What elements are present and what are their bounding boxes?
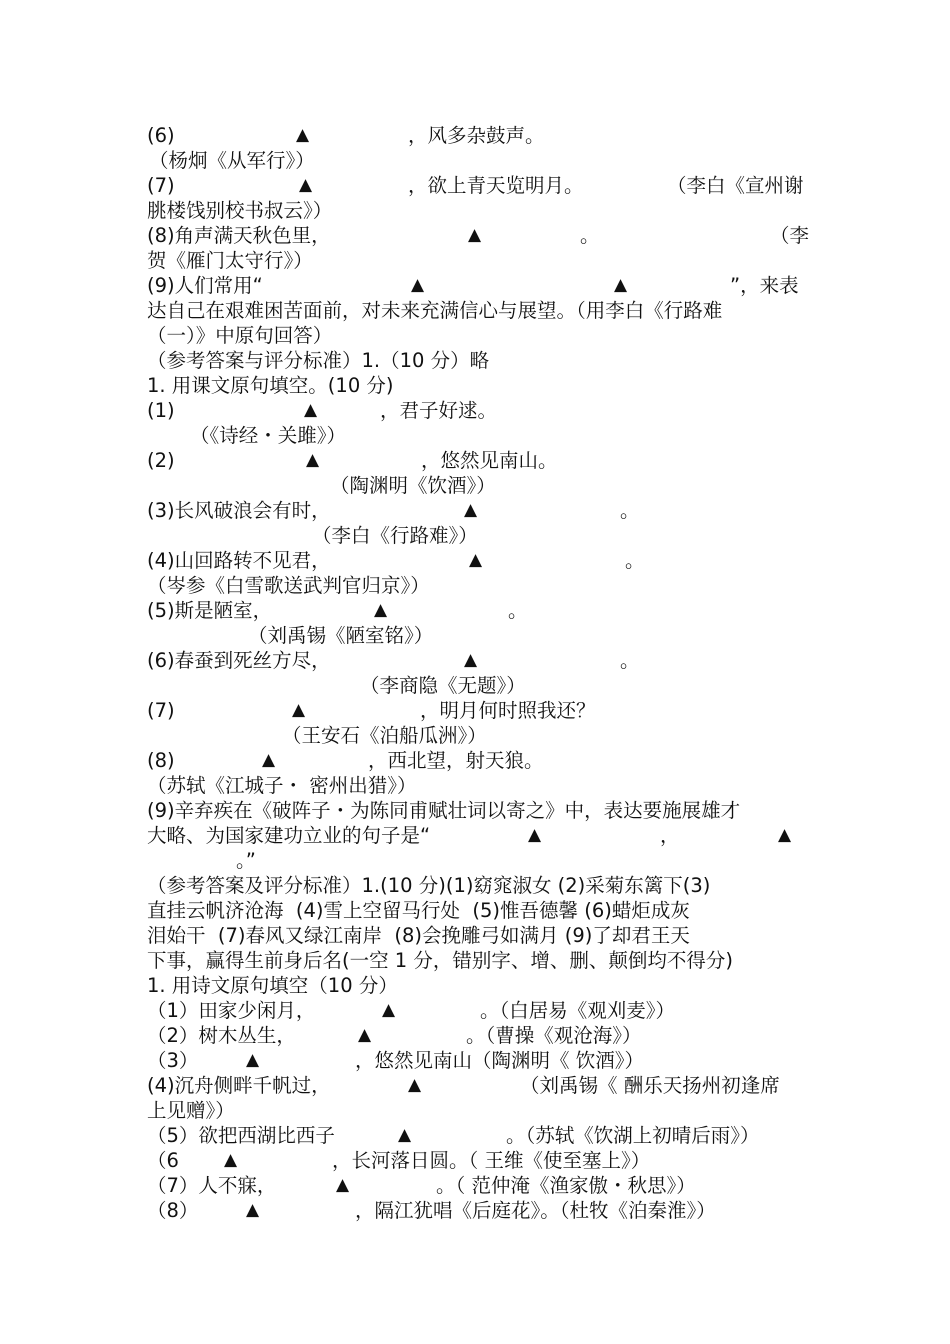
blank-marker-icon: ▲ — [382, 1000, 396, 1020]
blank-marker-icon: ▲ — [224, 1150, 238, 1170]
text-segment: 。 — [620, 499, 640, 522]
text-segment: 。（白居易《观刈麦》） — [480, 999, 676, 1022]
blank-marker-icon: ▲ — [464, 650, 478, 670]
blank-marker-icon: ▲ — [469, 550, 483, 570]
text-segment: (7) — [147, 174, 175, 197]
text-segment: ，隔江犹唱《后庭花》。（杜牧《泊秦淮》） — [355, 1199, 716, 1222]
text-line — [0, 323, 333, 348]
blank-marker-icon: ▲ — [614, 275, 628, 295]
text-segment: 。（曹操《观沧海》） — [466, 1024, 642, 1047]
text-line — [0, 148, 315, 173]
text-segment: （1）田家少闲月， — [147, 999, 316, 1022]
text-segment: （岑参《白雪歌送武判官归京》） — [147, 574, 430, 597]
blank-marker-icon: ▲ — [336, 1175, 350, 1195]
text-segment: （7）人不寐， — [147, 1174, 277, 1197]
text-segment: （李白《宣州谢 — [667, 174, 804, 197]
text-segment: 下事，赢得生前身后名(一空 1 分，错别字、增、删、颠倒均不得分) — [147, 949, 734, 972]
text-line — [0, 473, 496, 498]
text-line — [0, 223, 810, 248]
text-segment: ，西北望，射天狼。 — [368, 749, 544, 772]
text-segment: （刘禹锡《陋室铭》） — [248, 624, 434, 647]
blank-marker-icon: ▲ — [306, 450, 320, 470]
text-segment: 1. 用课文原句填空。(10 分) — [147, 374, 394, 397]
text-line — [0, 798, 741, 823]
text-segment: (3)长风破浪会有时， — [147, 499, 331, 522]
text-line — [0, 298, 723, 323]
blank-marker-icon: ▲ — [299, 175, 313, 195]
text-line — [0, 723, 487, 748]
text-segment: (8)角声满天秋色里， — [147, 224, 331, 247]
text-segment: ，明月何时照我还？ — [420, 699, 596, 722]
text-segment: （8） — [147, 1199, 199, 1222]
text-segment: 。 — [625, 549, 645, 572]
text-segment: （参考答案及评分标准）1.(10 分)(1)窈窕淑女 (2)采菊东篱下(3) — [147, 874, 711, 897]
text-segment: 。” — [236, 849, 256, 872]
blank-marker-icon: ▲ — [528, 825, 542, 845]
blank-marker-icon: ▲ — [262, 750, 276, 770]
text-line — [0, 398, 498, 423]
text-segment: (8) — [147, 749, 175, 772]
text-segment: ，欲上青天览明月。 — [408, 174, 584, 197]
text-line — [0, 1098, 235, 1123]
text-line — [0, 1198, 716, 1223]
text-line — [0, 698, 596, 723]
text-line — [0, 373, 394, 398]
text-segment: 朓楼饯别校书叔云》） — [147, 199, 333, 222]
blank-marker-icon: ▲ — [411, 275, 425, 295]
text-line — [0, 848, 256, 873]
text-line — [0, 348, 490, 373]
text-line — [0, 273, 799, 298]
text-segment: 贺《雁门太守行》） — [147, 249, 313, 272]
text-line — [0, 173, 804, 198]
text-segment: （杨炯《从军行》） — [149, 149, 315, 172]
blank-marker-icon: ▲ — [398, 1125, 412, 1145]
blank-marker-icon: ▲ — [246, 1050, 260, 1070]
text-segment: 直挂云帆济沧海 (4)雪上空留马行处 (5)惟吾德馨 (6)蜡炬成灰 — [147, 899, 690, 922]
text-line — [0, 648, 640, 673]
text-segment: ，风多杂鼓声。 — [408, 124, 545, 147]
text-segment: ，悠然见南山（陶渊明《 饮酒》） — [355, 1049, 644, 1072]
blank-marker-icon: ▲ — [408, 1075, 422, 1095]
text-segment: ，君子好逑。 — [380, 399, 498, 422]
blank-marker-icon: ▲ — [292, 700, 306, 720]
text-line — [0, 923, 690, 948]
text-segment: ，悠然见南山。 — [421, 449, 558, 472]
text-segment: 。（ 范仲淹《渔家傲・秋思》） — [436, 1174, 696, 1197]
text-segment: (7) — [147, 699, 175, 722]
text-line — [0, 623, 434, 648]
text-segment: (9)人们常用“ — [147, 274, 263, 297]
blank-marker-icon: ▲ — [304, 400, 318, 420]
text-segment: （陶渊明《饮酒》） — [330, 474, 496, 497]
text-line — [0, 998, 676, 1023]
text-line — [0, 898, 690, 923]
text-line — [0, 823, 792, 848]
text-line — [0, 1023, 642, 1048]
text-line — [0, 1048, 644, 1073]
text-segment: 。（苏轼《饮湖上初晴后雨》） — [506, 1124, 760, 1147]
text-line — [0, 748, 544, 773]
text-line — [0, 448, 558, 473]
blank-marker-icon: ▲ — [246, 1200, 260, 1220]
text-line — [0, 498, 640, 523]
text-segment: (1) — [147, 399, 175, 422]
text-line — [0, 773, 417, 798]
text-segment: ，长河落日圆。（ 王维《使至塞上》） — [332, 1149, 651, 1172]
text-segment: (4)山回路转不见君， — [147, 549, 331, 572]
text-line — [0, 673, 526, 698]
text-segment: (9)辛弃疾在《破阵子・为陈同甫赋壮词以寄之》中，表达要施展雄才 — [147, 799, 741, 822]
text-segment: ”，来表 — [730, 274, 799, 297]
text-segment: (6)春蚕到死丝方尽， — [147, 649, 331, 672]
text-line — [0, 598, 528, 623]
text-segment: （李商隐《无题》） — [360, 674, 526, 697]
text-segment: （一）》中原句回答） — [147, 324, 333, 347]
text-segment: (4)沉舟侧畔千帆过， — [147, 1074, 331, 1097]
text-segment: 。 — [620, 649, 640, 672]
text-segment: （刘禹锡《 酬乐天扬州初逢席 — [520, 1074, 780, 1097]
text-line — [0, 873, 711, 898]
text-segment: 大略、为国家建功立业的句子是“ — [147, 824, 431, 847]
text-segment: （《诗经・关雎》） — [190, 424, 347, 447]
text-segment: （5）欲把西湖比西子 — [147, 1124, 335, 1147]
text-segment: （李白《行路难》） — [312, 524, 478, 547]
text-line — [0, 423, 347, 448]
text-segment: 。 — [508, 599, 528, 622]
blank-marker-icon: ▲ — [358, 1025, 372, 1045]
text-segment: (2) — [147, 449, 175, 472]
text-line — [0, 573, 430, 598]
blank-marker-icon: ▲ — [374, 600, 388, 620]
text-segment: 。 — [580, 224, 600, 247]
text-line — [0, 548, 645, 573]
text-segment: 1. 用诗文原句填空（10 分） — [147, 974, 398, 997]
text-segment: （参考答案与评分标准）1.（10 分）略 — [147, 349, 490, 372]
text-line — [0, 1148, 651, 1173]
text-segment: 上见赠》） — [147, 1099, 235, 1122]
text-segment: （王安石《泊船瓜洲》） — [282, 724, 487, 747]
text-segment: （李 — [770, 224, 810, 247]
text-segment: ， — [660, 824, 680, 847]
text-line — [0, 123, 545, 148]
blank-marker-icon: ▲ — [468, 225, 482, 245]
text-segment: （苏轼《江城子・ 密州出猎》） — [147, 774, 417, 797]
text-segment: (6) — [147, 124, 175, 147]
text-segment: （6 — [147, 1149, 179, 1172]
text-segment: （2）树木丛生， — [147, 1024, 296, 1047]
text-line — [0, 1123, 760, 1148]
text-line — [0, 1073, 780, 1098]
text-line — [0, 973, 398, 998]
blank-marker-icon: ▲ — [296, 125, 310, 145]
text-segment: （3） — [147, 1049, 199, 1072]
text-segment: 达自己在艰难困苦面前，对未来充满信心与展望。（用李白《行路难 — [147, 299, 723, 322]
text-line — [0, 948, 734, 973]
text-line — [0, 523, 478, 548]
text-line — [0, 198, 333, 223]
blank-marker-icon: ▲ — [778, 825, 792, 845]
text-segment: 泪始干 (7)春风又绿江南岸 (8)会挽雕弓如满月 (9)了却君王天 — [147, 924, 690, 947]
text-line — [0, 248, 313, 273]
text-line — [0, 1173, 696, 1198]
blank-marker-icon: ▲ — [464, 500, 478, 520]
text-segment: (5)斯是陋室， — [147, 599, 273, 622]
